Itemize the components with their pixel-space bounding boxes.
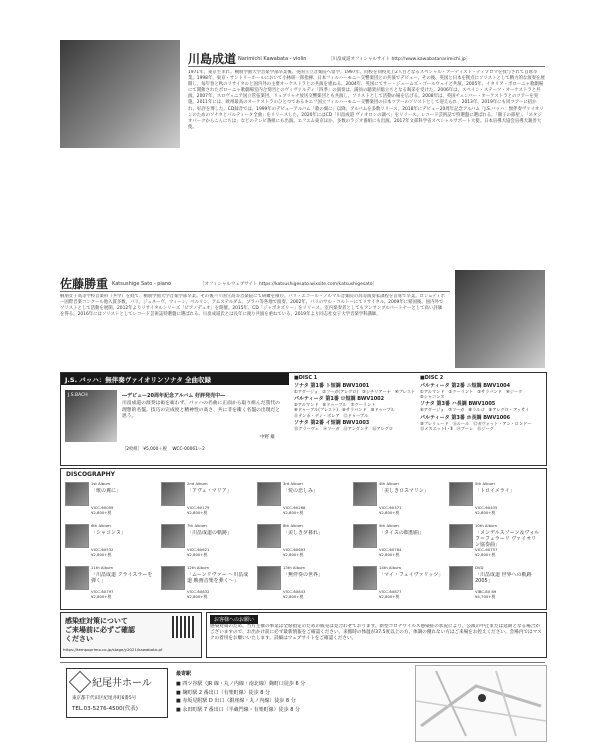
album-title: 「トロイメライ」 [475, 488, 515, 494]
album-cover [161, 566, 185, 590]
album-code: VICC-60268 [283, 505, 306, 510]
album-price: ¥2,800+税 [283, 552, 304, 557]
album-price: ¥2,800+税 [187, 594, 208, 599]
movement: ④ジーグ [505, 389, 523, 394]
album-cover [353, 482, 377, 506]
venue-map [415, 665, 547, 742]
flyer-back-page [60, 40, 545, 740]
pianist-name: 佐藤勝重 [60, 277, 109, 291]
work-title: パルティータ 第2番 ニ短調 BWV1004 [420, 383, 511, 389]
discography-item[interactable] [161, 564, 255, 604]
pianist-biography: 桐朋女子高等学校音楽科（共学）を経て、桐朋学園大学音楽学部卒業。その後パリ国立高等音楽院にて研鑽を積む。パリ・エコール・ノルマル音楽院の高等演奏家課程を首席で卒業。ロン=ティボー国際音楽コンクール他入賞多数。パリ、ジュネーヴ、ウィーン、ベルリン、アムステルダム、プラハ等各地で演奏。2002年、パリのサル・コルトーにてリサイタル。2009年に帰国後、国内外でソリストとして活動を展開。2012年よりリサイタルシリーズ「ピアノデュオ」を開催。2015年、CD「ジャポネズリー」をリリース。室内楽奏者としてもアンサンブルパートナーとして高い評価を得る。2016年にはソリストとしてレコード芸術誌特選盤に選ばれる。川畠成道氏とは長年に渡り共演を重ねている。2019年より同志社女子大学音楽学科講師。 [60, 294, 445, 318]
album-code: VICC-60532 [91, 547, 114, 552]
album-number: 5th Album [475, 481, 495, 486]
pianist-website[interactable]: ［オフィシャルウェブサイト https://katsushigesato.wixsite.com/katsushigesato］ [200, 282, 377, 287]
album-title: 「愛の悲しみ」 [283, 488, 319, 494]
album-cover [65, 566, 89, 590]
access-label: 最寄駅 [176, 671, 192, 677]
movement: ③サラバンド [477, 389, 502, 394]
pianist-photo [455, 270, 545, 368]
violinist-header-rule [188, 66, 545, 67]
album-title: 「川畠成道 世界への軌跡 2005」 [475, 572, 532, 584]
movement: ⑭フーガ [322, 425, 340, 431]
discography-item[interactable] [449, 480, 543, 520]
album-number: 4th Album [379, 481, 399, 486]
album-code: VICC-60832 [187, 589, 210, 594]
movement: ⑦クーラント [350, 402, 376, 408]
qr-code[interactable] [172, 616, 194, 638]
album-title: 「美しきロスマリン」 [379, 488, 429, 494]
map-roads [416, 666, 546, 741]
movement: ⑮アンダンテ [343, 425, 369, 431]
movement: ⑯アレグロ [372, 425, 394, 431]
discography-item[interactable] [257, 564, 351, 604]
venue-tel: TEL.03-5276-4500(代表) [72, 706, 138, 712]
covid-headline-1: 感染症対策について [65, 617, 128, 625]
violinist-photo [60, 40, 180, 148]
discography-heading: DISCOGRAPHY [66, 471, 115, 478]
access-item: ■ 四ツ谷駅（JR 線・丸ノ内線・南北線）麹町口徒歩 6 分 [176, 681, 306, 687]
album-cover [161, 524, 185, 548]
featured-album-price: ¥5,000＋税 [143, 447, 167, 452]
album-code: VICC-60877 [379, 589, 402, 594]
album-title: 「マイ・フェイヴァリッツ」 [379, 572, 444, 578]
album-code: VICC-60757 [475, 547, 498, 552]
album-price: ¥2,800+税 [91, 510, 112, 515]
movement: ③シチリアーナ [362, 389, 391, 394]
album-price: ¥2,800+税 [91, 594, 112, 599]
album-number: 11th Album [91, 565, 114, 570]
featured-album-set-label: ［2枚組］ [122, 447, 142, 452]
album-title: 「シャコンヌ」 [91, 530, 126, 536]
disc1-tracklist [294, 375, 416, 431]
album-price: ¥4,700+税 [475, 594, 496, 599]
discography-grid [60, 480, 545, 606]
work-title: ソナタ 第1番 ト短調 BWV1001 [294, 383, 370, 389]
album-number: 6th Album [91, 523, 111, 528]
album-price: ¥2,800+税 [379, 510, 400, 515]
album-title: 「川畠成道の軌跡」 [187, 530, 233, 536]
album-code: VICC-60435 [475, 505, 498, 510]
discography-item[interactable] [257, 522, 351, 562]
discography-item[interactable] [161, 480, 255, 520]
access-list [176, 680, 406, 714]
album-number: 14th Album [379, 565, 402, 570]
access-item: ■ 永田町駅 7 番出口（半蔵門線・有楽町線）徒歩 8 分 [176, 706, 301, 713]
pianist-roman-name: Katsushige Sato - piano [112, 281, 172, 287]
album-number: 2nd Album [187, 481, 208, 486]
movement: ⑨アレグロ・アッサイ [488, 407, 530, 413]
album-code: VICC-60179 [187, 505, 210, 510]
violinist-name: 川島成道 [188, 52, 237, 66]
movement-list [420, 407, 544, 412]
movement: ⑪テンポ・ディ・ボレア [294, 412, 340, 418]
album-cover [65, 482, 89, 506]
album-cover [161, 482, 185, 506]
album-cover [257, 482, 281, 506]
album-cover [449, 482, 473, 506]
movement: ⑥ドゥーブル [322, 402, 347, 408]
movement: ②クーラント [448, 389, 474, 394]
album-title: 「タイスの瞑想曲」 [379, 530, 424, 536]
album-code: VIBC-80 89 [475, 589, 497, 594]
album-title: 「歌の翼に」 [91, 488, 122, 494]
album-number: 13th Album [283, 565, 306, 570]
access-item: ■ 麹町駅 2 番出口（有楽町線）徒歩 8 分 [176, 689, 271, 696]
album-code: VICC-60843 [283, 589, 306, 594]
movement-list [294, 426, 416, 431]
album-title: 「アヴェ・マリア」 [187, 488, 232, 494]
movement: ⑩プレリュード [420, 420, 449, 426]
customer-notice-text: 感染対策のため、当方主催の事業は全席指定のための販売は見合わせております。新型コロナウイルス感染症の状況により、公演の中止または延期となる場合がございますので、お出かけ前に必ず最新情報をご確認ください。来館時の体温が37.5度以上の方、体調の優れない方はご来場をお控えください。会場内ではマスクの着用をお願いいたします。詳細はウェブサイトをご確認ください。 [210, 624, 542, 641]
album-number: 7th Album [187, 523, 207, 528]
movement: ⑤アルマンド [294, 402, 319, 408]
album-title: 「ムーンリヴァー 〜川畠成道 映画音楽を弾く〜」 [187, 572, 249, 584]
album-price: ¥2,800+税 [187, 510, 208, 515]
disc2-label: ■DISC 2 [420, 375, 444, 381]
album-title: 「メンデルスゾーン＆ヴォルフ＝フェラーリ ヴァイオリン協奏曲」 [475, 530, 540, 548]
covid-url[interactable]: https://tempoprimo.co.jp/stage/y2021/kawabata-pf [63, 647, 163, 652]
venue-name: 紀尾井ホール [92, 678, 152, 689]
covid-headline-2: ご来場前に必ずご確認 [65, 626, 135, 634]
featured-album-subtitle: ―デビュー20周年記念アルバム 好評発売中― [122, 393, 226, 399]
movement: ②フーガ(アレグロ) [322, 389, 359, 394]
discography-item[interactable] [449, 564, 543, 604]
album-price: ¥2,800+税 [283, 594, 304, 599]
discography-item[interactable] [161, 522, 255, 562]
featured-album-spec [122, 446, 205, 452]
venue-address: 東京都千代田区紀尾井町6番5号 [72, 696, 137, 701]
album-code: VICC-60764 [379, 547, 402, 552]
movement-list [294, 402, 416, 418]
work-title: ソナタ 第2番 イ短調 BWV1003 [294, 419, 370, 426]
work-title: パルティータ 第1番 ロ短調 BWV1002 [294, 396, 385, 403]
movement: ⑮ジーグ [477, 425, 494, 431]
album-number: 8th Album [283, 523, 303, 528]
movement: ④プレスト [394, 389, 416, 394]
discography-item[interactable] [65, 564, 159, 604]
album-cover [449, 524, 473, 548]
album-code: VICC-60797 [91, 589, 114, 594]
covid-headline-3: ください [65, 635, 93, 643]
album-title: 「川畠成道 クライスラーを弾く」 [91, 572, 153, 584]
movement: ⑦フーガ [448, 407, 465, 413]
movement: ⑤シャコンヌ [420, 394, 445, 400]
movement: ⑧ラルゴ [468, 407, 485, 413]
violinist-roman-name: Narimichi Kawabata - violin [238, 56, 307, 62]
album-number: 10th Album [475, 523, 498, 528]
violinist-website[interactable]: ［川畠成道オフィシャルサイト http://www.kawabatanarimichi.jp］ [328, 57, 471, 62]
album-price: ¥2,800+税 [91, 552, 112, 557]
movement: ⑪ルール [452, 420, 470, 426]
movement: ⑨サラバンド [341, 407, 367, 413]
album-number: 3rd Album [283, 481, 303, 486]
movement: ⑫ドゥーブル [343, 412, 369, 418]
movement: ⑫ガヴォット・アン・ロンドー [473, 420, 532, 426]
album-title: 「美しき夕暮れ」 [283, 530, 324, 536]
work-title: ソナタ 第3番 ハ長調 BWV1005 [420, 401, 496, 408]
album-price: ¥2,800+税 [475, 552, 496, 557]
disc1-label: ■DISC 1 [294, 375, 318, 381]
violinist-biography: 1971年、東京生まれ。桐朋学園大学音楽学部卒業後、英国王立音楽院へ留学。1997年、同校を同校史上2人目となるスペシャル・アーティスト・ディプロマを授与されて首席卒業。1998年、東京・サントリーホールにおいて小林研一郎指揮、日本フィルハーモニー交響楽団との共演でデビュー。その後、英国と日本を拠点にソリストとして精力的な演奏を展開し、毎年春と秋のリサイタルと国内外の主要オーケストラとの共演を重ねる。2004年、英国にてサー・ジェームズ・ゴールウェイと共演。2005年、イタリア・ボローニャ歌劇場にて開催されたボローニャ歌劇場室内合奏団とのヴィヴァルディ「四季」の演奏は、満員の聴衆が総立ちとなる喝采を受けた。2006年は、スペイン・ステーツ・オーケストラと共演。2007年、スロヴェニア国立管弦楽団、リュブリャナ放送交響楽団とも共演し、ソリストとして活動の場を広げる。2008年は、英国チェンバー・オーケストラとのツアーを実施。2011年には、欧州最高のオーケストラのひとつであるキエフ国立フィルハーモニー交響楽団の日本ツアーのソリストとして迎えられ、2013年、2019年にも同ツアーに招かれ、好評を博した。CD録音では、1999年のデビューアルバム「歌の翼に」以降、アルバムを多数リリース。2018年にデビュー20周年記念アルバム「J.S.バッハ：無伴奏ヴァイオリンのためのソナタとパルティータ全曲」をリリースした。2020年にはCD「川畠成道 ヴィオロンの調べ」をリリース。レコード芸術誌で特選盤に選ばれる。「徹子の部屋」、「スタジオパークからこんにちは」などのテレビ番組にも出演。エフエム東京ほか、多数のラジオ番組にも出演。2017年文部科学省スペシャルサポート大使。日本盲導犬協会盲導犬親善大使。 [188, 70, 545, 130]
discography-item[interactable] [65, 522, 159, 562]
album-price: ¥2,800+税 [379, 552, 400, 557]
album-price: ¥2,800+税 [379, 594, 400, 599]
access-item: ■ 赤坂見附駅 D 出口（銀座線・丸ノ内線）徒歩 8 分 [176, 698, 296, 704]
album-cover [353, 524, 377, 548]
discography-item[interactable] [353, 480, 447, 520]
movement: ⑧ドゥーブル(プレスト) [294, 407, 338, 413]
album-code: VICC-60059 [91, 505, 114, 510]
work-title: パルティータ 第3番 ホ長調 BWV1006 [420, 414, 511, 421]
pianist-header-rule [60, 291, 450, 292]
album-number: DVD [475, 565, 484, 570]
venue-divider [60, 662, 545, 663]
movement: ⑬グラーヴェ [294, 425, 319, 431]
disc2-tracklist [420, 375, 544, 431]
movement-list [294, 389, 416, 394]
movement-list [420, 389, 544, 399]
movement: ⑬メヌエットⅠ・Ⅱ [420, 425, 453, 431]
album-price: ¥2,800+税 [475, 510, 496, 515]
album-cover [449, 566, 473, 590]
discography-item[interactable] [65, 480, 159, 520]
featured-album-title: J.S. バッハ：無伴奏ヴァイオリンソナタ 全曲収録 [65, 376, 211, 384]
album-cover [353, 566, 377, 590]
movement: ⑩ドゥーブル [370, 407, 395, 413]
movement: ⑭ブーレ [456, 425, 474, 431]
discography-item[interactable] [257, 480, 351, 520]
album-cover [65, 524, 89, 548]
album-price: ¥2,800+税 [283, 510, 304, 515]
movement: ①アルマンド [420, 389, 445, 394]
album-code: VICC-60693 [283, 547, 306, 552]
album-title: 「無伴奏の世界」 [283, 572, 324, 578]
discography-item[interactable] [449, 522, 543, 562]
customer-notice-label: お客様へのお願い [210, 615, 258, 624]
album-number: 1st Album [91, 481, 111, 486]
album-number: 9th Album [379, 523, 399, 528]
movement: ⑥アダージョ [420, 407, 445, 413]
featured-album-code: WCC-00061〜2 [172, 447, 205, 452]
discography-item[interactable] [353, 522, 447, 562]
album-price: ¥2,800+税 [187, 552, 208, 557]
album-code: VICC-60371 [379, 505, 402, 510]
featured-album-critic: 中野 雄 [260, 435, 275, 440]
album-cover [257, 524, 281, 548]
discography-item[interactable] [353, 564, 447, 604]
album-code: VICC-60621 [187, 547, 210, 552]
album-number: 12th Album [187, 565, 210, 570]
movement-list [420, 421, 544, 431]
movement: ①アダージョ [294, 389, 319, 394]
album-cover [257, 566, 281, 590]
featured-album-review: 川畠成道の演奏は衒を衒わず、バッハの名曲に正面から取り組んだ我代の理想的名盤。技巧の完成度と精神性の高さ、共に非を衝く名盤の出現だと思う。 [122, 401, 281, 420]
featured-album-cover-caption: J.S.BACH [68, 393, 88, 398]
